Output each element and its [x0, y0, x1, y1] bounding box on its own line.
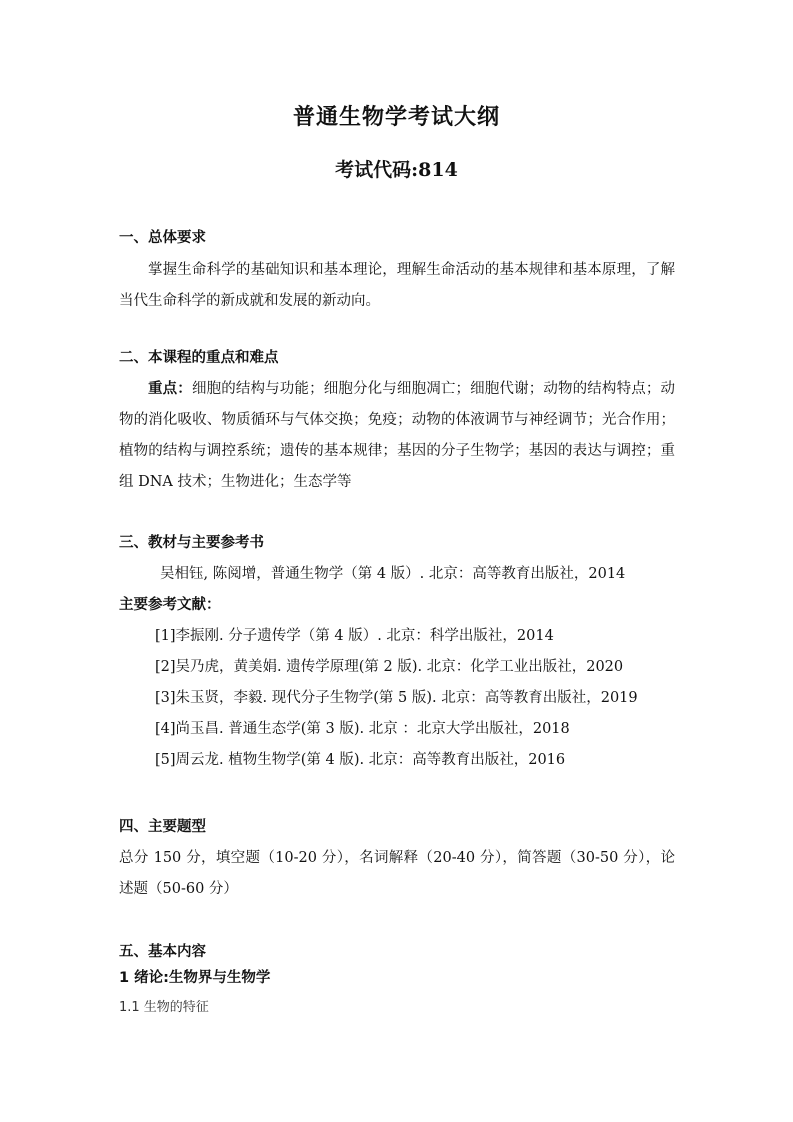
reference-item: [5]周云龙. 植物生物学(第 4 版). 北京：高等教育出版社，2016 [155, 752, 566, 768]
section-heading-key-points: 二、本课程的重点和难点 [119, 350, 279, 366]
document-title: 普通生物学考试大纲 [292, 105, 500, 130]
key-points-label: 重点： [148, 381, 192, 397]
reference-item: [2]吴乃虎，黄美娟. 遗传学原理(第 2 版). 北京：化学工业出版社，2020 [155, 659, 624, 675]
key-points-text: 细胞的结构与功能；细胞分化与细胞凋亡；细胞代谢；动物的结构特点；动物的消化吸收、物质循环与气体交换；免疫；动物的体液调节与神经调节；光合作用；植物的结构与调控系统；遗传的基本规律；基因的分子生物学；基因的表达与调控；重组 DNA 技术；生物进化；生态学等 [119, 381, 676, 490]
exam-code: 考试代码:814 [335, 159, 458, 181]
section-heading-general-requirements: 一、总体要求 [119, 230, 206, 246]
key-points-paragraph [119, 374, 675, 498]
section-heading-question-types: 四、主要题型 [119, 819, 206, 835]
chapter-item: 1.1 生物的特征 [119, 1000, 209, 1015]
reference-item: [3]朱玉贤，李毅. 现代分子生物学(第 5 版). 北京：高等教育出版社，2019 [155, 690, 638, 706]
references-heading: 主要参考文献： [119, 597, 221, 613]
main-textbook: 吴相钰, 陈阅增，普通生物学（第 4 版）. 北京：高等教育出版社，2014 [160, 566, 626, 582]
question-types-text: 总分 150 分，填空题（10-20 分），名词解释（20-40 分），简答题（30-50 分），论述题（50-60 分） [119, 850, 675, 897]
chapter-heading: 1 绪论:生物界与生物学 [119, 970, 271, 986]
section-heading-textbooks: 三、教材与主要参考书 [119, 535, 264, 551]
reference-item: [4]尚玉昌. 普通生态学(第 3 版). 北京 ：北京大学出版社，2018 [155, 721, 570, 737]
general-requirements-text: 掌握生命科学的基础知识和基本理论，理解生命活动的基本规律和基本原理，了解当代生命科学的新成就和发展的新动向。 [119, 262, 675, 309]
section-heading-basic-content: 五、基本内容 [119, 944, 206, 960]
reference-item: [1]李振刚. 分子遗传学（第 4 版）. 北京：科学出版社，2014 [155, 628, 554, 644]
